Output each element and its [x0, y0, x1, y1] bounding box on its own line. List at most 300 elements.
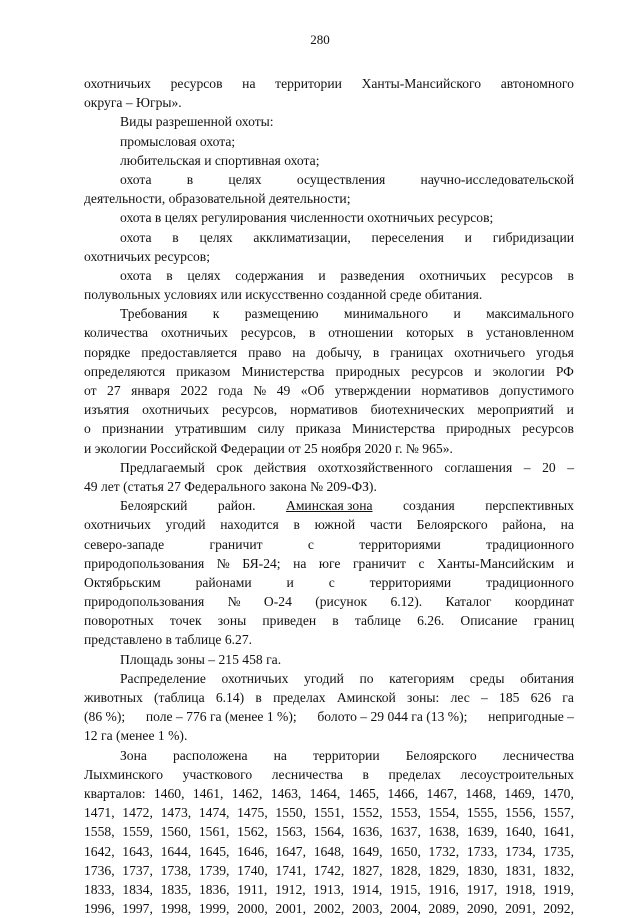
text-segment: (рисунок [315, 594, 368, 610]
text-segment: – [481, 690, 488, 705]
text-segment: территориями [359, 536, 441, 552]
text-segment: 1835, [160, 881, 192, 897]
text-segment: 20 [542, 459, 556, 475]
text-segment: охотничьих [142, 402, 210, 418]
text-segment: 1827, [351, 862, 383, 878]
text-segment: охотничьих [84, 76, 151, 91]
text-segment: 1834, [122, 881, 153, 897]
text-segment: района, [502, 517, 546, 533]
text-segment: 1916, [428, 881, 459, 897]
text-segment: № [216, 555, 230, 571]
text-segment: Аминской [336, 690, 396, 705]
text-segment: научно-исследовательской [420, 171, 574, 187]
text-segment: 1555, [466, 805, 498, 821]
text-segment: охота [120, 229, 152, 245]
text-segment: 2000, [237, 901, 268, 917]
text-segment: и [566, 555, 574, 571]
text-segment: к [212, 306, 220, 322]
text-line [84, 132, 574, 151]
text-segment: в [255, 690, 262, 705]
text-segment: пределах [388, 766, 441, 782]
text-segment: и [464, 229, 472, 245]
text-line [84, 151, 574, 170]
text-segment: переселения [371, 229, 444, 245]
text-segment: перспективных [485, 498, 574, 514]
text-segment: мероприятий [477, 402, 554, 418]
text-line [84, 285, 574, 304]
text-segment: 1560, [160, 824, 192, 840]
text-segment: приказа [295, 421, 341, 437]
text-segment: 1637, [390, 824, 421, 840]
text-segment: в [466, 325, 474, 341]
text-segment: в [166, 267, 173, 283]
text-segment: Виды разрешенной охоты: [120, 114, 274, 130]
text-segment: лесничества [271, 766, 343, 782]
text-segment: 1735, [543, 843, 574, 859]
text-segment: 6.14) [215, 690, 245, 705]
text-segment: 1740, [237, 862, 268, 878]
text-segment: количества [84, 325, 149, 341]
text-segment: на [560, 517, 574, 533]
text-segment: добычу, [316, 344, 362, 360]
text-segment: Площадь зоны – 215 458 га. [120, 651, 282, 667]
text-segment: «Об [300, 383, 325, 398]
text-line [84, 554, 574, 573]
text-segment: 1912, [275, 881, 306, 897]
text-segment: и экологии Российской Федерации от 25 ноября 2020 г. № 965». [84, 440, 453, 456]
page-number: 280 [310, 32, 330, 47]
text-segment: № [253, 383, 267, 398]
text-segment: охота [120, 267, 152, 283]
text-segment: 1911, [237, 881, 268, 897]
text-segment: 1641, [543, 824, 574, 840]
text-segment: 1463, [270, 785, 302, 801]
text-segment: которых [406, 325, 454, 341]
text-segment: в [332, 613, 339, 629]
text-segment: 6.12). [390, 594, 423, 610]
text-segment: 1550, [275, 805, 306, 821]
text-line [84, 496, 574, 515]
text-segment: на [242, 76, 256, 91]
text-segment: 2092, [543, 901, 574, 917]
text-segment: 1732, [428, 843, 460, 859]
text-segment: в [293, 517, 300, 533]
text-segment: 2090, [466, 901, 498, 917]
text-segment: находится [220, 517, 279, 533]
text-segment: 1999, [198, 901, 230, 917]
text-segment: охотничьих [160, 325, 228, 341]
text-segment: район. [217, 498, 256, 514]
text-line [84, 650, 574, 669]
text-segment: в [172, 229, 179, 245]
text-segment: 1829, [428, 862, 460, 878]
text-segment: районами [195, 574, 252, 590]
text-segment: 1833, [84, 881, 115, 897]
text-segment: 1557, [543, 805, 574, 821]
text-segment: 1737, [122, 862, 153, 878]
text-segment: границах [390, 344, 444, 360]
text-segment: ресурсов [522, 421, 574, 437]
text-segment: 2001, [275, 901, 306, 917]
text-segment: действия [254, 459, 307, 475]
text-segment: 1470, [543, 785, 574, 801]
text-segment: О-24 [263, 594, 292, 610]
text-segment: угодий [304, 670, 344, 686]
text-segment: границ [533, 613, 574, 629]
text-segment: года [218, 383, 243, 398]
text-segment: 1638, [428, 824, 460, 840]
text-segment: допустимого [499, 383, 574, 398]
text-segment: биотехнических [370, 402, 465, 418]
text-line [84, 419, 574, 438]
text-segment: 1472, [122, 805, 153, 821]
text-segment: 49 [276, 383, 291, 398]
text-segment: традиционного [486, 536, 574, 552]
text-segment: 1645, [198, 843, 230, 859]
text-line [84, 208, 574, 227]
text-segment: 1832, [543, 862, 574, 878]
body-text [84, 74, 574, 918]
text-line [84, 170, 574, 189]
text-segment: среды [469, 670, 505, 686]
text-segment: целях [228, 171, 262, 187]
text-segment: лес [450, 690, 470, 705]
text-segment: зоны: [407, 690, 440, 705]
text-line [84, 669, 574, 688]
text-line [84, 842, 574, 861]
text-segment: лесничества [502, 747, 574, 763]
text-segment: – [567, 459, 574, 475]
text-segment: охотничьего [454, 344, 526, 360]
text-segment: 1830, [466, 862, 498, 878]
text-segment: болото – 29 044 га (13 %); [317, 709, 468, 725]
text-segment: поворотных [84, 613, 154, 629]
text-segment: 1564, [313, 824, 345, 840]
text-segment: целях [187, 267, 221, 283]
text-segment: 1554, [428, 805, 460, 821]
text-line [84, 247, 574, 266]
text-segment: № [227, 594, 241, 610]
text-segment: Зона [120, 747, 147, 763]
text-segment: и [318, 267, 326, 283]
text-segment: и [286, 574, 294, 590]
text-segment: Октябрьским [84, 574, 161, 590]
text-segment: охота в целях регулирования численности охотничьих ресурсов; [120, 210, 494, 226]
text-line [84, 304, 574, 323]
text-segment: зоны [217, 613, 247, 629]
text-segment: 1733, [466, 843, 498, 859]
text-segment: га [562, 690, 574, 705]
text-segment: 2004, [390, 901, 421, 917]
text-line [84, 899, 574, 918]
text-segment: нормативов [421, 383, 489, 398]
text-segment: граничит [352, 555, 406, 571]
text-segment: Белоярский [120, 498, 188, 514]
text-segment: РФ [555, 363, 574, 379]
text-segment: юге [318, 555, 341, 571]
text-segment: кварталов: [84, 785, 146, 801]
text-segment: 1914, [351, 881, 383, 897]
text-segment: право [248, 344, 282, 360]
text-line [84, 535, 574, 554]
text-segment: природных [335, 363, 401, 379]
text-segment: 2089, [428, 901, 460, 917]
text-segment: 1466, [387, 785, 419, 801]
text-line [84, 688, 574, 707]
text-line [84, 880, 574, 899]
text-segment: акклиматизации, [253, 229, 351, 245]
text-segment: ресурсов [170, 76, 223, 91]
text-line [84, 458, 574, 477]
text-segment: Министерства [352, 421, 436, 437]
text-segment: 1648, [313, 843, 345, 859]
text-segment: Аминская зона [286, 498, 373, 514]
text-segment: 1649, [351, 843, 383, 859]
text-segment: категориям [389, 670, 455, 686]
text-segment: охотничьих [221, 670, 289, 686]
text-segment: 1468, [465, 785, 496, 801]
text-segment: 1996, [84, 901, 115, 917]
text-segment: силу [257, 421, 285, 437]
text-segment: содержания [235, 267, 304, 283]
text-segment: 1639, [466, 824, 498, 840]
text-segment: 12 га (менее 1 %). [84, 728, 188, 744]
text-segment: округа – Югры». [84, 95, 182, 111]
text-segment: природных [446, 421, 511, 437]
text-segment: осуществления [296, 171, 386, 187]
text-segment: и [453, 306, 461, 322]
text-segment: традиционного [486, 574, 574, 590]
text-line [84, 266, 574, 285]
text-segment: участкового [182, 766, 253, 782]
text-segment: 1464, [309, 785, 341, 801]
text-segment: 1556, [505, 805, 536, 821]
text-line [84, 573, 574, 592]
text-segment: максимального [486, 306, 574, 322]
text-line [84, 112, 574, 131]
text-segment: создания [403, 498, 455, 514]
text-segment: 1462, [231, 785, 263, 801]
text-line [84, 707, 574, 726]
text-line [84, 400, 574, 419]
text-segment: БЯ-24; [242, 555, 281, 571]
text-segment: 1742, [313, 862, 345, 878]
text-segment: 1461, [192, 785, 224, 801]
text-segment: Министерства [241, 363, 325, 379]
text-segment: лесоустроительных [460, 766, 574, 782]
text-segment: обитания [520, 670, 574, 686]
text-line [84, 726, 574, 745]
text-segment: по [359, 670, 374, 686]
text-segment: минимального [343, 306, 429, 322]
text-segment: Белоярского [416, 517, 488, 533]
text-segment: территории [275, 76, 342, 91]
text-line [84, 592, 574, 611]
text-segment: 1551, [313, 805, 345, 821]
text-segment: размещению [244, 306, 319, 322]
text-segment: 1467, [426, 785, 458, 801]
text-segment: 1918, [504, 881, 536, 897]
text-line [84, 362, 574, 381]
text-segment: 1739, [198, 862, 230, 878]
text-segment: отношении [328, 325, 394, 341]
text-line [84, 861, 574, 880]
text-segment: 1563, [275, 824, 306, 840]
text-segment: 1734, [505, 843, 536, 859]
text-segment: установленном [486, 325, 574, 341]
text-segment: в [362, 766, 369, 782]
text-segment: охотничьих [84, 517, 151, 533]
text-segment: Требования [120, 306, 188, 322]
text-segment: 1640, [505, 824, 536, 840]
text-segment: Описание [460, 613, 518, 629]
text-line [84, 439, 574, 458]
text-segment: Ханты-Мансийским [436, 555, 555, 571]
text-segment: 49 лет (статья 27 Федерального закона № 209-ФЗ). [84, 478, 377, 494]
text-segment: 1475, [237, 805, 268, 821]
text-segment: 1559, [122, 824, 153, 840]
text-segment: – [523, 459, 531, 475]
text-segment: ресурсов, [221, 402, 278, 418]
text-segment: 1828, [390, 862, 421, 878]
text-segment: 1553, [390, 805, 421, 821]
text-segment: 1465, [348, 785, 380, 801]
text-segment: 1736, [84, 862, 115, 878]
text-line [84, 74, 574, 93]
text-line [84, 784, 574, 803]
text-segment: и [474, 363, 482, 379]
text-segment: 1836, [198, 881, 230, 897]
text-segment: 1646, [237, 843, 268, 859]
text-segment: Каталог [445, 594, 492, 610]
text-segment: экологии [492, 363, 545, 379]
text-line [84, 343, 574, 362]
text-segment: изъятия [84, 402, 130, 418]
text-segment: гибридизации [492, 229, 574, 245]
text-segment: 185 [499, 690, 520, 705]
text-segment: с [307, 536, 314, 552]
text-segment: 1997, [122, 901, 153, 917]
text-segment: природопользования [84, 594, 205, 610]
text-segment: нормативов [290, 402, 358, 418]
text-segment: Распределение [120, 670, 206, 686]
text-segment: южной [314, 517, 356, 533]
text-segment: с [418, 555, 425, 571]
text-segment: предоставляется [141, 344, 238, 360]
text-segment: определяются [84, 363, 166, 379]
text-segment: 2002, [313, 901, 345, 917]
text-segment: деятельности, образовательной деятельности; [84, 191, 351, 207]
text-segment: с [328, 574, 335, 590]
text-segment: Белоярского [405, 747, 477, 763]
text-segment: приведен [262, 613, 317, 629]
text-segment: утратившим [175, 421, 247, 437]
text-segment: на [273, 747, 287, 763]
text-segment: и [566, 402, 574, 418]
text-segment: таблице [354, 613, 401, 629]
text-line [84, 822, 574, 841]
text-segment: территории [312, 747, 380, 763]
text-segment: 2003, [351, 901, 383, 917]
text-segment: порядке [84, 344, 131, 360]
text-segment: 1919, [543, 881, 574, 897]
text-segment: ресурсов, [240, 325, 297, 341]
text-segment: 1552, [351, 805, 383, 821]
text-segment: приказом [176, 363, 231, 379]
text-segment: 2091, [505, 901, 536, 917]
text-segment: на [292, 344, 306, 360]
text-segment: природопользования [84, 555, 205, 571]
text-segment: любительская и спортивная охота; [120, 152, 320, 168]
text-line [84, 189, 574, 208]
text-segment: 626 [530, 690, 552, 705]
text-segment: 2022 [180, 383, 208, 398]
text-segment: 1460, [153, 785, 185, 801]
text-line [84, 381, 574, 400]
text-segment: целях [199, 229, 233, 245]
text-segment: января [131, 383, 170, 398]
text-line [84, 765, 574, 784]
text-segment: охотничьих ресурсов; [84, 248, 210, 264]
text-segment: от [84, 383, 97, 398]
text-segment: 1915, [390, 881, 421, 897]
text-segment: в [567, 267, 574, 283]
text-segment: расположена [172, 747, 248, 763]
text-segment: 1647, [275, 843, 306, 859]
text-segment: 1644, [160, 843, 192, 859]
text-segment: животных [84, 690, 143, 705]
text-segment: координат [514, 594, 574, 610]
text-segment: 27 [107, 383, 121, 398]
text-segment: охотничьих [419, 267, 487, 283]
text-segment: части [369, 517, 402, 533]
text-segment: охотхозяйственного [317, 459, 433, 475]
text-segment: 1831, [505, 862, 536, 878]
text-segment: северо-западе [84, 536, 165, 552]
text-segment: соглашения [444, 459, 513, 475]
text-segment: 1469, [504, 785, 535, 801]
text-segment: граничит [209, 536, 263, 552]
text-segment: промысловая охота; [120, 133, 236, 149]
text-line [84, 93, 574, 112]
text-segment: пределах [273, 690, 326, 705]
text-segment: 1636, [351, 824, 383, 840]
text-segment: ресурсов [411, 363, 464, 379]
text-segment: 1471, [84, 805, 115, 821]
text-segment: 1642, [84, 843, 115, 859]
text-line [84, 611, 574, 630]
text-segment: 1558, [84, 824, 115, 840]
text-segment: 1738, [160, 862, 192, 878]
text-line [84, 803, 574, 822]
text-line [84, 323, 574, 342]
text-segment: в [372, 344, 380, 360]
text-segment: на [293, 555, 307, 571]
text-segment: поле – 776 га (менее 1 %); [145, 709, 297, 725]
text-segment: автономного [500, 76, 574, 91]
text-segment: территориями [369, 574, 452, 590]
text-segment: точек [169, 613, 202, 629]
text-segment: Предлагаемый [120, 459, 205, 475]
text-segment: (86 %); [84, 709, 126, 725]
text-segment: (таблица [154, 690, 205, 705]
text-segment: о [84, 421, 91, 437]
text-segment: ресурсов [500, 267, 553, 283]
text-segment: 1473, [160, 805, 192, 821]
text-line [84, 228, 574, 247]
text-segment: непригодные – [488, 709, 574, 725]
text-line [84, 515, 574, 534]
